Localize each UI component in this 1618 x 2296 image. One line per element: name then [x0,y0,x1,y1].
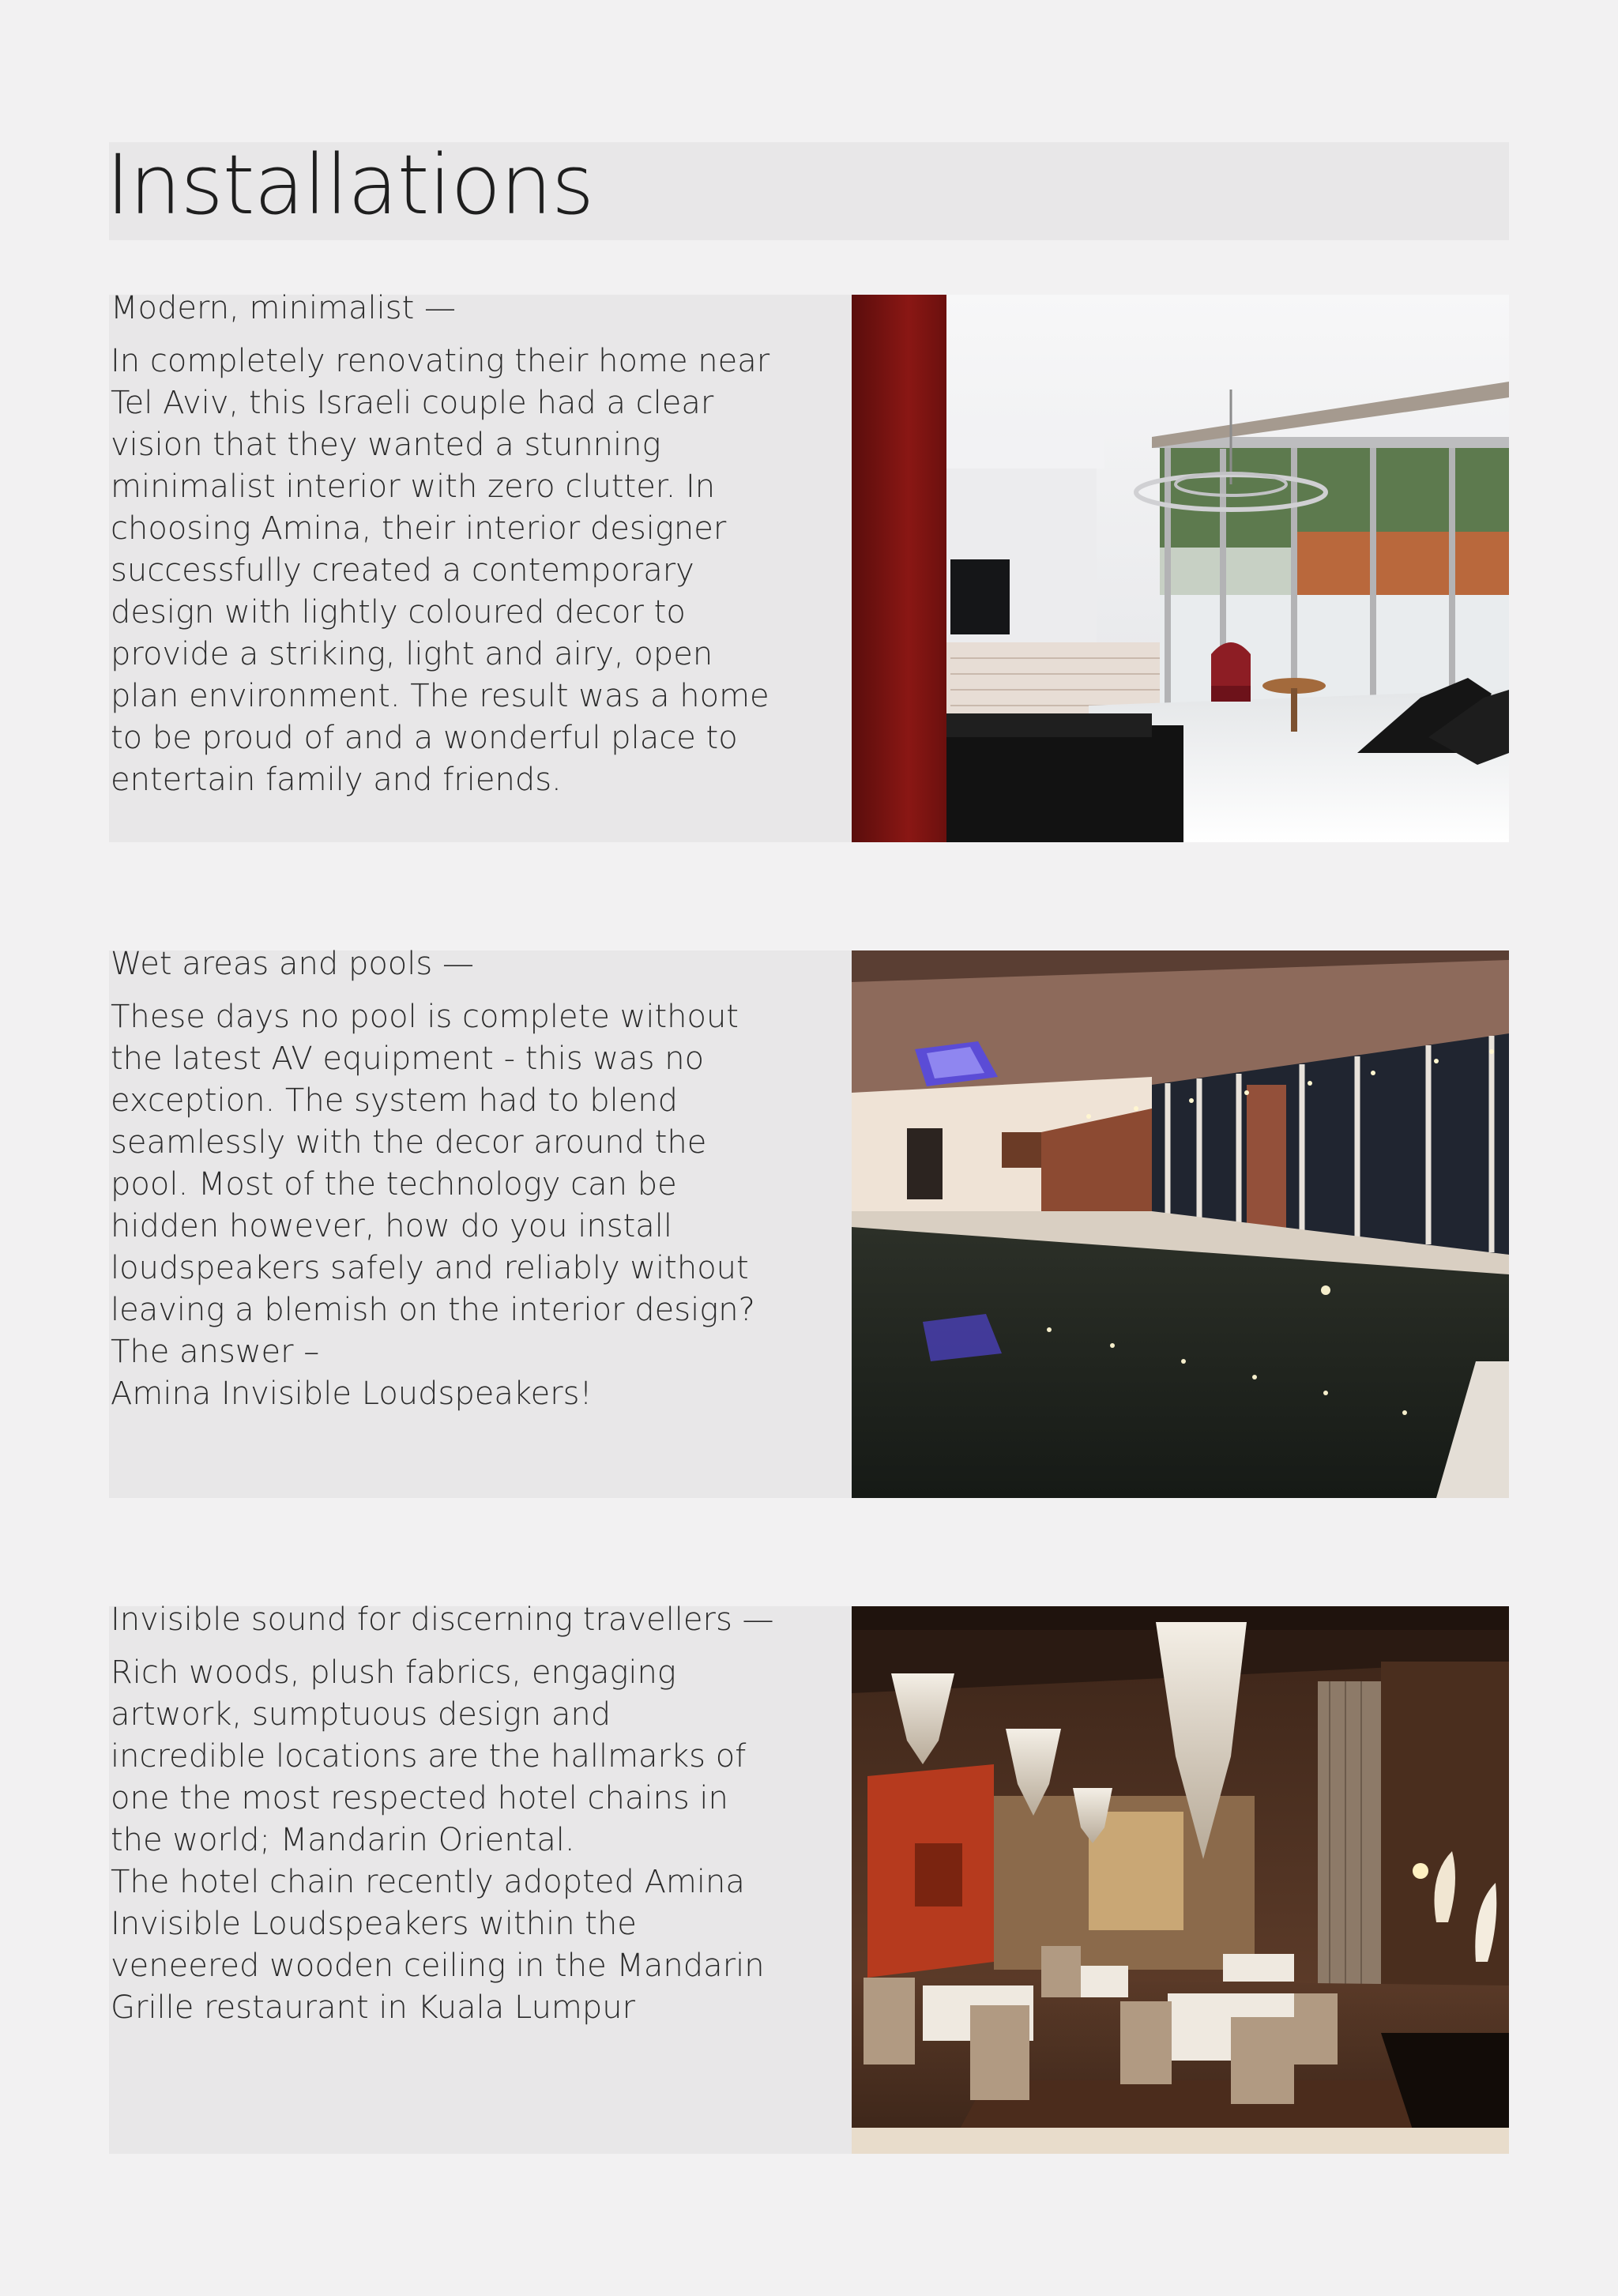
section-modern-minimalist [109,290,1509,842]
restaurant-photo [852,1606,1509,2154]
body-line: incredible locations are the hallmarks of [111,1738,747,1775]
body-line: In completely renovating their home near [111,343,770,379]
body-line: minimalist interior with zero clutter. In [111,469,716,505]
body-line: seamlessly with the decor around the [111,1124,707,1161]
section-heading: Invisible sound for discerning travellers — [111,1602,774,1638]
body-line: artwork, sumptuous design and [111,1696,611,1733]
body-line: to be proud of and a wonderful place to [111,720,738,756]
section-text [111,944,853,1415]
body-line: These days no pool is complete without [111,999,739,1035]
section-heading: Modern, minimalist — [111,290,456,326]
living-room-photo [852,295,1509,842]
body-line: hidden however, how do you install [111,1208,672,1244]
body-line: exception. The system had to blend [111,1082,679,1119]
section-text [111,288,853,801]
body-line: the world; Mandarin Oriental. [111,1822,575,1858]
body-line: vision that they wanted a stunning [111,427,661,463]
body-line: provide a striking, light and airy, open [111,636,713,672]
body-line: The answer – [111,1334,320,1370]
section-body [111,996,853,1415]
body-line: Rich woods, plush fabrics, engaging [111,1654,676,1691]
body-line: successfully created a contemporary [111,552,694,589]
body-line: choosing Amina, their interior designer [111,510,727,547]
body-line: one the most respected hotel chains in [111,1780,728,1816]
body-line: loudspeakers safely and reliably without [111,1250,749,1286]
body-line: leaving a blemish on the interior design? [111,1292,755,1328]
section-text [111,1600,853,2029]
indoor-pool-photo [852,950,1509,1498]
body-line: design with lightly coloured decor to [111,594,686,630]
body-line: the latest AV equipment - this was no [111,1041,705,1077]
body-line: Amina Invisible Loudspeakers! [111,1376,593,1412]
body-line: Tel Aviv, this Israeli couple had a clear [111,385,714,421]
body-line: Invisible Loudspeakers within the [111,1906,637,1942]
body-line: Grille restaurant in Kuala Lumpur [111,1989,636,2026]
section-heading: Wet areas and pools — [111,946,474,982]
body-line: The hotel chain recently adopted Amina [111,1864,745,1900]
section-body [111,341,853,801]
body-line: veneered wooden ceiling in the Mandarin [111,1948,765,1984]
section-body [111,1652,853,2029]
page-title: Installations [106,137,594,233]
section-discerning-travellers [109,1602,1509,2154]
body-line: entertain family and friends. [111,762,562,798]
body-line: pool. Most of the technology can be [111,1166,677,1203]
body-line: plan environment. The result was a home [111,678,769,714]
section-wet-areas-pools [109,946,1509,1498]
